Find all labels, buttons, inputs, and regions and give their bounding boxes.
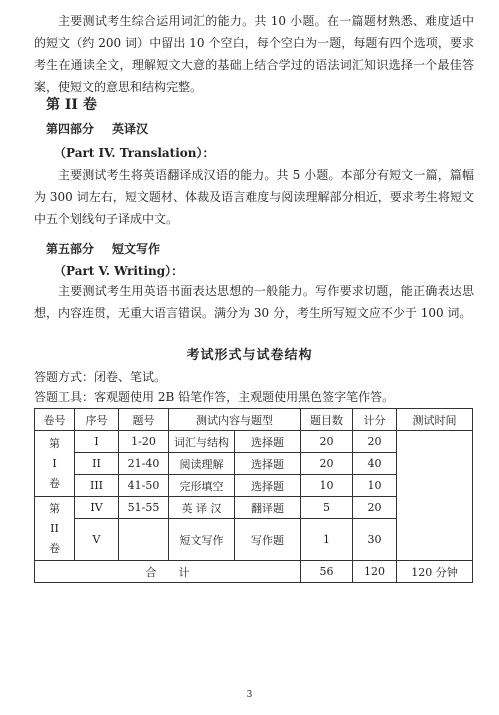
part4-number: 第四部分	[46, 122, 95, 136]
exam-structure-table	[34, 408, 473, 583]
total-score: 120	[353, 561, 397, 583]
part5-heading	[46, 240, 178, 257]
cell-seq: IV	[75, 497, 119, 519]
answer-method: 答题方式：闭卷、笔试。	[34, 370, 167, 384]
cell-seq: II	[75, 453, 119, 475]
cell-count: 1	[301, 519, 353, 561]
total-time: 120 分钟	[397, 561, 473, 583]
table-total-row	[35, 561, 473, 583]
cell-score: 20	[353, 431, 397, 453]
exam-structure-title: 考试形式与试卷结构	[186, 348, 313, 363]
cell-range: 21-40	[119, 453, 169, 475]
cell-seq: III	[75, 475, 119, 497]
cell-count: 10	[301, 475, 353, 497]
cell-range: 1-20	[119, 431, 169, 453]
volume-2-label: 第 II 卷	[35, 497, 75, 561]
cell-count: 20	[301, 453, 353, 475]
header-question-range: 题号	[119, 409, 169, 431]
part5-english-title: （Part V. Writing）：	[54, 264, 184, 278]
cell-type: 翻译题	[235, 497, 301, 519]
cell-type: 选择题	[235, 431, 301, 453]
part4-english-title: （Part IV. Translation）：	[54, 146, 215, 160]
part5-description: 主要测试考生用英语书面表达思想的一般能力。写作要求切题，能正确表达思想，内容连贯，无重大语言错误。满分为 30 分，考生所写短文应不少于 100 词。	[34, 284, 474, 320]
answer-tools: 答题工具：客观题使用 2B 铅笔作答，主观题使用黑色签字笔作答。	[34, 390, 395, 404]
cell-range	[119, 519, 169, 561]
cell-content: 短文写作	[169, 519, 235, 561]
header-content-type: 测试内容与题型	[169, 409, 301, 431]
volume-2-title: 第 II 卷	[46, 97, 97, 113]
cell-content: 词汇与结构	[169, 431, 235, 453]
cell-type: 选择题	[235, 475, 301, 497]
table-header-row	[35, 409, 473, 431]
cell-range: 51-55	[119, 497, 169, 519]
cell-score: 40	[353, 453, 397, 475]
cell-content: 完形填空	[169, 475, 235, 497]
part5-number: 第五部分	[46, 242, 95, 256]
volume-1-label: 第 I 卷	[35, 431, 75, 497]
header-volume: 卷号	[35, 409, 75, 431]
total-count: 56	[301, 561, 353, 583]
cell-seq: V	[75, 519, 119, 561]
header-count: 题目数	[301, 409, 353, 431]
part4-description: 主要测试考生将英语翻译成汉语的能力。共 5 小题。本部分有短文一篇，篇幅为 300 词左右，短文题材、体裁及语言难度与阅读理解部分相近，要求考生将短文中五个划线句子译成中文。	[34, 168, 474, 226]
cell-count: 5	[301, 497, 353, 519]
cell-score: 20	[353, 497, 397, 519]
cell-seq: I	[75, 431, 119, 453]
cell-count: 20	[301, 431, 353, 453]
part5-name: 短文写作	[112, 242, 161, 256]
part4-heading	[46, 120, 166, 137]
cell-score: 30	[353, 519, 397, 561]
cell-content: 阅读理解	[169, 453, 235, 475]
table-row	[35, 431, 473, 453]
cell-type: 写作题	[235, 519, 301, 561]
cell-time-empty	[397, 431, 473, 561]
cell-score: 10	[353, 475, 397, 497]
cell-content: 英 译 汉	[169, 497, 235, 519]
part4-name: 英译汉	[112, 122, 149, 136]
header-score: 计分	[353, 409, 397, 431]
page-number: 3	[246, 690, 253, 700]
total-label: 合 计	[35, 561, 301, 583]
header-time: 测试时间	[397, 409, 473, 431]
header-seq: 序号	[75, 409, 119, 431]
cell-range: 41-50	[119, 475, 169, 497]
cell-type: 选择题	[235, 453, 301, 475]
intro-paragraph: 主要测试考生综合运用词汇的能力。共 10 小题。在一篇题材熟悉、难度适中的短文（约 200 词）中留出 10 个空白，每个空白为一题，每题有四个选项，要求考生在通读全文，理解短文大意的基础上结合学过的语法词汇知识选择一个最佳答案，使短文的意思和结构完整。	[34, 14, 474, 94]
